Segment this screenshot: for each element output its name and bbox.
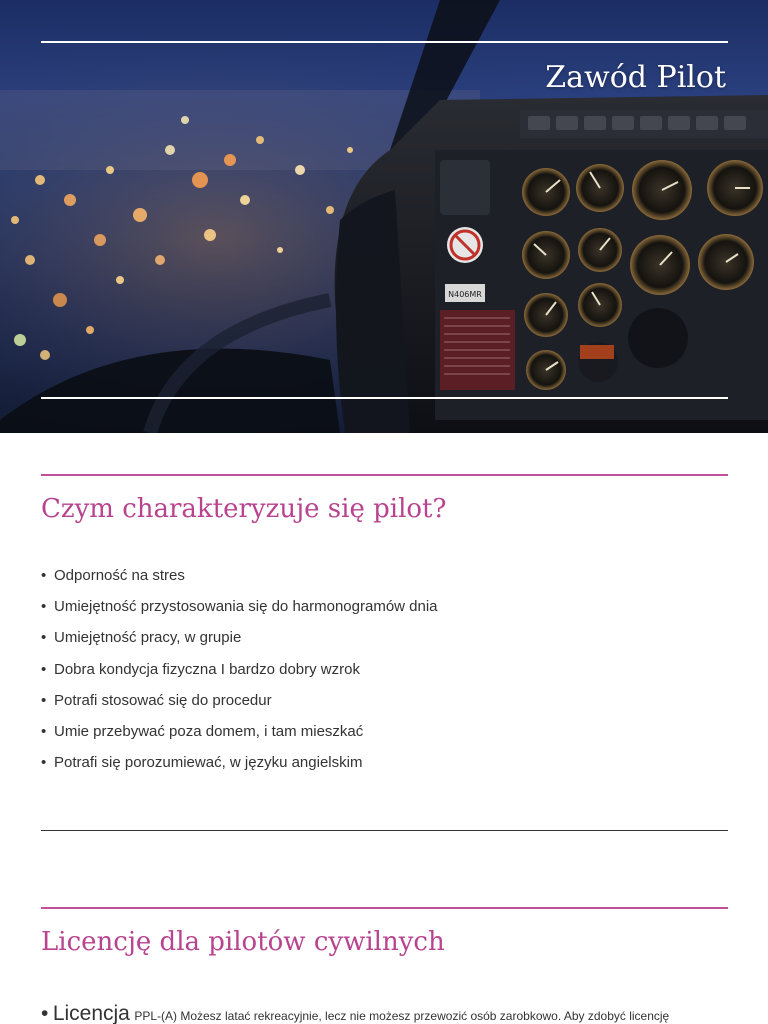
list-item: [41, 690, 438, 721]
page-title: Zawód Pilot: [545, 60, 726, 95]
licence-item: [41, 1000, 669, 1024]
bullet-icon: •: [41, 722, 47, 740]
section1-top-rule: [41, 474, 728, 476]
hero-banner: [0, 0, 768, 433]
list-item-text: Potrafi się porozumiewać, w języku angielskim: [54, 754, 363, 772]
section2-top-rule: [41, 907, 728, 909]
list-item-text: Umiejętność pracy, w grupie: [54, 629, 242, 647]
licence-text: PPL-(A) Możesz latać rekreacyjnie, lecz nie możesz przewozić osób zarobkowo. Aby zdobyć licencję: [134, 1009, 670, 1023]
hero-bottom-rule: [41, 397, 728, 399]
traits-list: [41, 565, 438, 783]
bullet-icon: •: [41, 629, 47, 647]
bullet-icon: •: [41, 754, 47, 772]
list-item: [41, 721, 438, 752]
bullet-icon: •: [41, 598, 47, 616]
panel-plate: N406MR: [448, 290, 482, 299]
list-item: [41, 752, 438, 783]
bullet-icon: •: [41, 691, 47, 709]
list-item: [41, 565, 438, 596]
list-item-text: Potrafi stosować się do procedur: [54, 691, 272, 709]
bullet-icon: •: [41, 660, 47, 678]
hero-top-rule: [41, 41, 728, 43]
list-item-text: Umie przebywać poza domem, i tam mieszkać: [54, 722, 364, 740]
section-divider: [41, 830, 728, 831]
section1-heading: Czym charakteryzuje się pilot?: [41, 494, 447, 524]
list-item: [41, 596, 438, 627]
list-item: [41, 659, 438, 690]
list-item-text: Odporność na stres: [54, 567, 185, 584]
bullet-icon: •: [41, 567, 47, 584]
bullet-icon: •: [41, 1002, 49, 1024]
list-item-text: Dobra kondycja fizyczna I bardzo dobry wzrok: [54, 660, 360, 678]
list-item-text: Umiejętność przystosowania się do harmonogramów dnia: [54, 598, 438, 616]
list-item: [41, 627, 438, 658]
licence-label: Licencja: [52, 1002, 130, 1024]
section2-heading: Licencję dla pilotów cywilnych: [41, 927, 445, 957]
